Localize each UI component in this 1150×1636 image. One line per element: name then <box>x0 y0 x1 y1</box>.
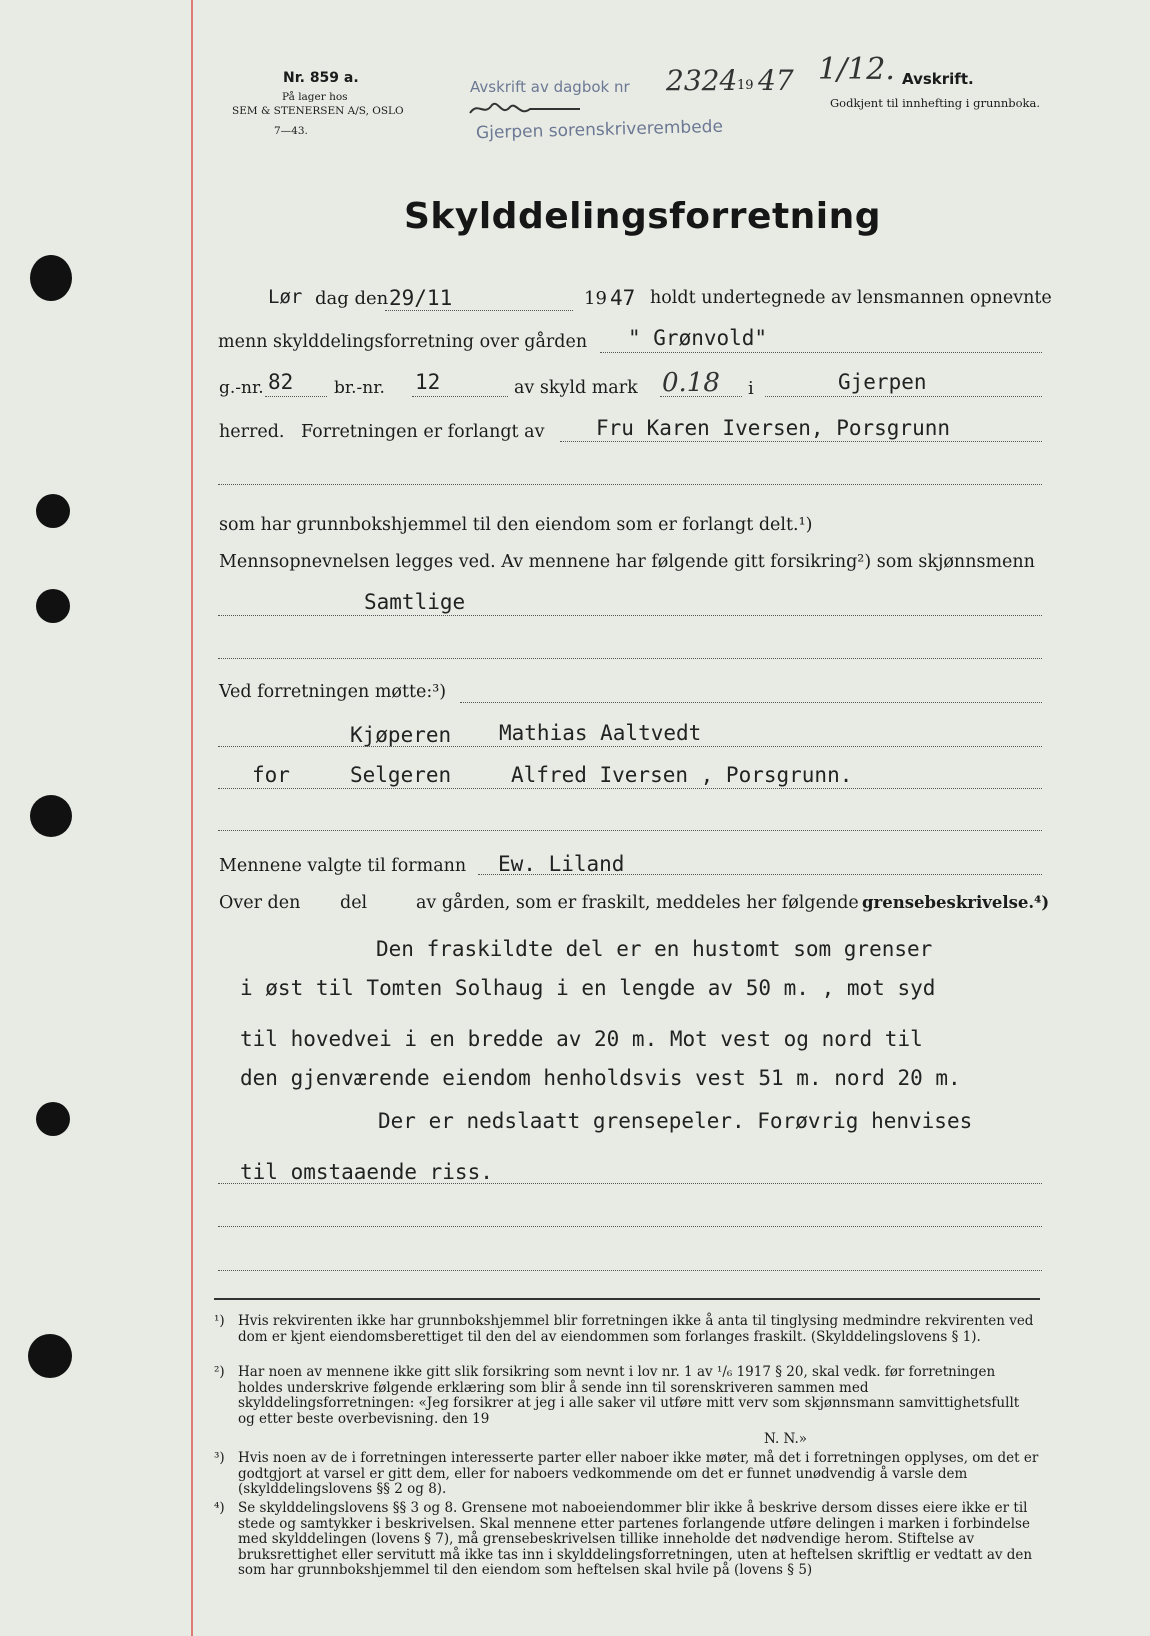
binder-hole <box>36 589 70 623</box>
footnote-text: Har noen av mennene ikke gitt slik forsikring som nevnt i lov nr. 1 av ¹/₆ 1917 § 20, skal vedk. før forretningen holdes underskrive følgende erklæring som blir å sende inn til sorenskriveren sammen med skylddelingsforretningen: «Jeg forsikrer at jeg i alle saker vil utføre mitt verv som skjønnsmann samvittighetsfullt og etter beste overbevisning. den 19 <box>238 1364 1020 1427</box>
publisher-line: På lager hos <box>282 91 348 103</box>
red-margin-line <box>191 0 193 1636</box>
boundary-dotline <box>218 1270 1042 1271</box>
forsikring-text: Mennsopnevnelsen legges ved. Av mennene har følgende gitt forsikring²) som skjønnsmenn <box>219 552 1035 572</box>
date-dotline <box>385 310 573 311</box>
blank-dotline <box>218 658 1042 659</box>
herred-name: Gjerpen <box>838 370 927 394</box>
year-prefix: 19 <box>584 288 607 309</box>
avskrift-stamp: Avskrift av dagbok nr <box>470 78 630 96</box>
footnote-signature <box>214 1432 1040 1448</box>
attendance-dotline <box>460 702 1042 703</box>
attendance-label: Ved forretningen møtte:³) <box>219 682 447 702</box>
binder-hole <box>28 1334 72 1378</box>
dagbok-number: 2324 <box>666 64 738 97</box>
chair-label: Mennene valgte til formann <box>219 856 467 876</box>
seller-name: Alfred Iversen , Porsgrunn. <box>511 763 853 787</box>
handwritten-initials <box>468 95 588 121</box>
weekday: Lør <box>268 286 303 308</box>
boundary-line: Den fraskildte del er en hustomt som grenser <box>376 937 933 961</box>
dagbok-year: 47 <box>758 64 794 97</box>
herred-dotline <box>765 396 1042 397</box>
publisher-line: 7—43. <box>274 125 308 137</box>
footnote-mark: ³) <box>214 1450 225 1466</box>
boundary-line: til hovedvei i en bredde av 20 m. Mot vest og nord til <box>240 1027 923 1051</box>
requested-dotline <box>560 441 1042 442</box>
herred-label: herred. <box>219 422 285 442</box>
seller-role: Selgeren <box>350 763 452 787</box>
footnote-text: Se skylddelingslovens §§ 3 og 8. Grensene mot naboeiendommer blir ikke å beskrive dersom disses eiere ikke er til stede og samtykker i beskrivelsen. Skal mennene etter partenes forlangende utføre delingen i marken i forbindelse med skylddelingen (lovens § 7), må grensebeskrivelsen tillike inneholde det nødvendige herom. Stiftelse av bruksrettighet eller servitutt må ikke tas inn i skylddelingsforretningen, uten at heftelsen skriftlig er vedtatt av den som har grunnbokshjemmel til den eiendom som heftelsen skal hvile på (lovens § 5) <box>238 1500 1033 1578</box>
year-value: 47 <box>610 286 636 310</box>
footnote-mark: ¹) <box>214 1313 225 1329</box>
gnr-dotline <box>265 396 327 397</box>
attendance-dotline <box>218 746 1042 747</box>
dagbok-year-prefix: 19 <box>737 78 754 93</box>
gnr-label: g.-nr. <box>219 378 264 398</box>
attendance-dotline <box>218 788 1042 789</box>
attendance-dotline <box>218 830 1042 831</box>
gnr-value: 82 <box>268 370 294 394</box>
boundary-line: den gjenværende eiendom henholdsvis vest 51 m. nord 20 m. <box>240 1066 961 1090</box>
buyer-name: Mathias Aaltvedt <box>499 721 702 745</box>
boundary-bold: grensebeskrivelse.⁴) <box>862 893 1050 912</box>
footnote <box>214 1365 1040 1427</box>
skyld-label: av skyld mark <box>514 378 638 398</box>
boundary-line: til omstaaende riss. <box>240 1160 493 1184</box>
brnr-dotline <box>412 396 508 397</box>
document-title: Skylddelingsforretning <box>404 196 882 237</box>
boundary-line: Der er nedslaatt grensepeler. Forøvrig henvises <box>378 1109 973 1133</box>
brnr-label: br.-nr. <box>334 378 385 398</box>
binder-hole <box>36 494 70 528</box>
dag-den-label: dag den <box>315 288 389 309</box>
publisher-line: SEM & STENERSEN A/S, OSLO <box>232 105 404 117</box>
requested-by: Fru Karen Iversen, Porsgrunn <box>596 416 951 440</box>
boundary-dotline <box>218 1226 1042 1227</box>
footnote-text: N. N.» <box>764 1431 808 1447</box>
over-den-label: Over den <box>219 893 301 913</box>
brnr-value: 12 <box>415 370 441 394</box>
footnote-text: Hvis noen av de i forretningen interesserte parter eller naboer ikke møter, må det i forretningen opplyses, om det er godtgjort at varsel er gitt dem, eller for naboers vedkommende om det er funnet unødvendig å varsle dem (skylddelingslovens §§ 2 og 8). <box>238 1450 1039 1497</box>
binder-hole <box>30 255 72 301</box>
footnote-mark: ²) <box>214 1364 225 1380</box>
buyer-role: Kjøperen <box>350 723 452 747</box>
form-number: Nr. 859 a. <box>283 70 359 86</box>
blank-dotline <box>218 484 1042 485</box>
footnote <box>214 1501 1040 1579</box>
farm-dotline <box>600 352 1042 353</box>
boundary-line: i øst til Tomten Solhaug i en lengde av 50 m. , mot syd <box>240 976 936 1000</box>
court-stamp: Gjerpen sorenskriverembede <box>475 116 724 144</box>
binder-hole <box>36 1102 70 1136</box>
date-value: 29/11 <box>389 286 453 310</box>
farm-name: " Grønvold" <box>628 326 768 350</box>
binder-hole <box>30 795 72 837</box>
footnote-text: Hvis rekvirenten ikke har grunnbokshjemmel blir forretningen ikke å anta til tinglysing medmindre rekvirenten ved dom er kjent eiendomsberettiget til den del av eiendommen som forlanges fraskilt. (Skylddelingslovens § 1). <box>238 1313 1034 1345</box>
seller-prefix: for <box>252 763 290 787</box>
i-label: i <box>748 378 754 399</box>
insured-value: Samtlige <box>364 590 466 614</box>
avskrift-label: Avskrift. <box>902 70 974 88</box>
requested-label: Forretningen er forlangt av <box>301 422 545 442</box>
intro-text: holdt undertegnede av lensmannen opnevnte <box>650 288 1052 308</box>
intro-text: menn skylddelingsforretning over gården <box>218 332 588 352</box>
footnote <box>214 1314 1040 1345</box>
avskrift-note: Godkjent til innhefting i grunnboka. <box>830 96 1040 110</box>
del-label: del <box>340 893 368 913</box>
grunnbok-text: som har grunnbokshjemmel til den eiendom som er forlangt delt.¹) <box>219 515 813 535</box>
footnote-mark: ⁴) <box>214 1500 225 1516</box>
chair-name: Ew. Liland <box>498 852 625 876</box>
footnote <box>214 1451 1040 1498</box>
footnote-rule <box>214 1298 1040 1300</box>
boundary-text: av gården, som er fraskilt, meddeles her følgende <box>416 893 859 913</box>
skyld-value: 0.18 <box>662 368 720 398</box>
boundary-dotline <box>218 1183 1042 1184</box>
insured-dotline <box>218 615 1042 616</box>
dagbok-date: 1/12. <box>818 52 895 87</box>
